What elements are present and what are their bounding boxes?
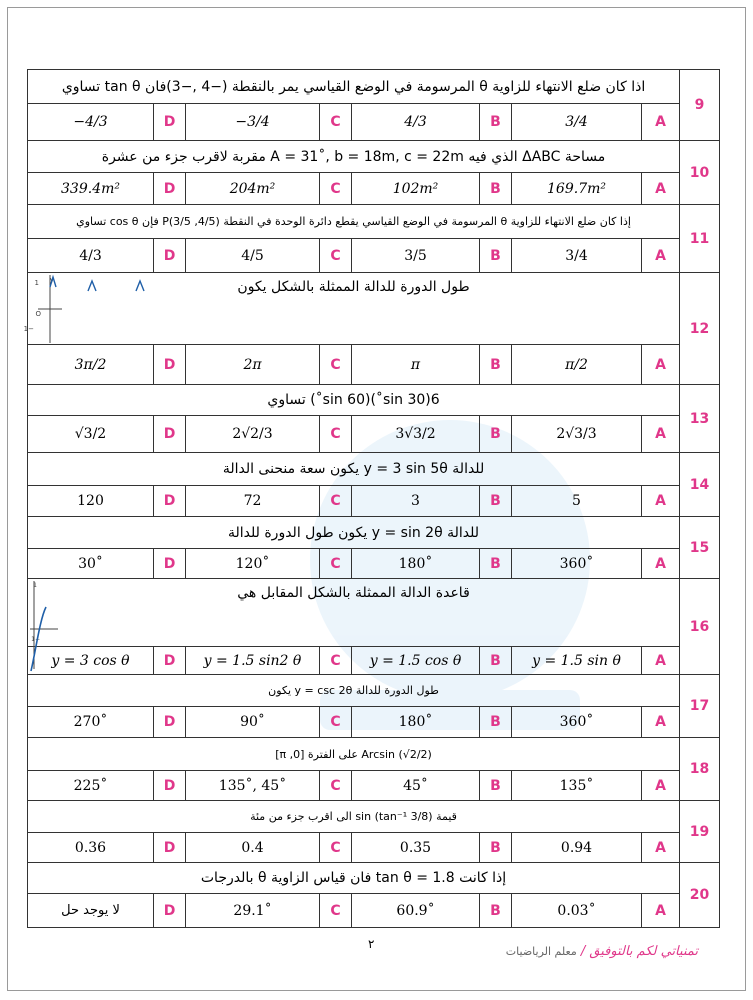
letter-b: B (480, 345, 512, 385)
letter-c: C (320, 833, 352, 863)
option-b[interactable]: 4/3 (352, 104, 480, 141)
option-c[interactable]: 0.4 (186, 833, 320, 863)
letter-b: B (480, 486, 512, 517)
option-d[interactable]: 30˚ (28, 549, 154, 579)
option-b[interactable]: 3 (352, 486, 480, 517)
question-text: للدالة y = 3 sin 5θ يكون سعة منحنى الدالة (28, 453, 680, 486)
letter-a: A (642, 894, 680, 928)
question-text: مساحة ΔABC الذي فيه A = 31˚, b = 18m, c = 22m مقربة لاقرب جزء من عشرة (28, 141, 680, 173)
letter-b: B (480, 707, 512, 738)
option-c[interactable]: 204m² (186, 173, 320, 205)
question-cell (28, 579, 680, 647)
origin-label: O (35, 310, 41, 318)
letter-c: C (320, 894, 352, 928)
letter-b: B (480, 104, 512, 141)
option-a[interactable]: y = 1.5 sin θ (512, 647, 642, 675)
option-a[interactable]: π/2 (512, 345, 642, 385)
letter-d: D (154, 345, 186, 385)
letter-d: D (154, 771, 186, 801)
question-cell (23, 273, 680, 345)
letter-c: C (320, 104, 352, 141)
letter-c: C (320, 239, 352, 273)
letter-c: C (320, 486, 352, 517)
question-text: قيمة sin (tan⁻¹ 3/8) الى اقرب جزء من مئة (28, 801, 680, 833)
option-b[interactable]: 0.35 (352, 833, 480, 863)
question-number: 11 (680, 205, 720, 273)
letter-b: B (480, 549, 512, 579)
option-d[interactable]: 3π/2 (28, 345, 154, 385)
question-text: إذا كانت tan θ = 1.8 فان قياس الزاوية θ بالدرجات (28, 863, 680, 894)
question-number: 20 (680, 863, 720, 928)
option-b[interactable]: π (352, 345, 480, 385)
option-c[interactable]: 2√2/3 (186, 416, 320, 453)
letter-a: A (642, 549, 680, 579)
axis-label-y: y (49, 276, 54, 284)
option-c[interactable]: −3/4 (186, 104, 320, 141)
question-text: قاعدة الدالة الممثلة بالشكل المقابل هي (237, 585, 470, 601)
question-number: 19 (680, 801, 720, 863)
letter-a: A (642, 104, 680, 141)
question-text: للدالة y = sin 2θ يكون طول الدورة للدالة (28, 517, 680, 549)
question-number: 9 (680, 70, 720, 141)
option-c[interactable]: 90˚ (186, 707, 320, 738)
footer-wish: تمنياتي لكم بالتوفيق (589, 944, 698, 959)
tick-label-bottom: −1 (31, 636, 40, 643)
question-number: 10 (680, 141, 720, 205)
letter-a: A (642, 345, 680, 385)
question-number: 13 (680, 385, 720, 453)
option-a[interactable]: 169.7m² (512, 173, 642, 205)
option-a[interactable]: 3/4 (512, 239, 642, 273)
question-text: Arcsin (√2/2) على الفترة [0, π] (28, 738, 680, 771)
option-d[interactable]: √3/2 (28, 416, 154, 453)
letter-c: C (320, 549, 352, 579)
question-text: طول الدورة للدالة y = csc 2θ يكون (28, 675, 680, 707)
option-c[interactable]: 29.1˚ (186, 894, 320, 928)
option-d[interactable]: y = 3 cos θ (28, 647, 154, 675)
option-d[interactable]: 339.4m² (28, 173, 154, 205)
letter-a: A (642, 771, 680, 801)
question-number: 17 (680, 675, 720, 738)
question-number: 14 (680, 453, 720, 517)
question-number: 15 (680, 517, 720, 579)
option-a[interactable]: 0.03˚ (512, 894, 642, 928)
letter-a: A (642, 486, 680, 517)
option-c[interactable]: 4/5 (186, 239, 320, 273)
option-b[interactable]: 45˚ (352, 771, 480, 801)
option-b[interactable]: 3/5 (352, 239, 480, 273)
letter-d: D (154, 549, 186, 579)
letter-b: B (480, 771, 512, 801)
tick-label-bottom: −1 (23, 325, 34, 333)
option-d[interactable]: 4/3 (28, 239, 154, 273)
tick-label-top: 1 (34, 279, 39, 287)
letter-a: A (642, 647, 680, 675)
letter-b: B (480, 173, 512, 205)
questions-table (23, 69, 720, 928)
option-c[interactable]: 120˚ (186, 549, 320, 579)
option-c[interactable]: 2π (186, 345, 320, 385)
footer-teacher: معلم الرياضيات (505, 945, 577, 958)
option-b[interactable]: y = 1.5 cos θ (352, 647, 480, 675)
graph-figure (28, 579, 68, 671)
letter-d: D (154, 416, 186, 453)
question-number: 16 (680, 579, 720, 675)
letter-d: D (154, 173, 186, 205)
option-a[interactable]: 360˚ (512, 549, 642, 579)
letter-a: A (642, 416, 680, 453)
letter-a: A (642, 707, 680, 738)
letter-c: C (320, 173, 352, 205)
letter-b: B (480, 239, 512, 273)
option-a[interactable]: 2√3/3 (512, 416, 642, 453)
letter-a: A (642, 239, 680, 273)
letter-b: B (480, 833, 512, 863)
question-text: 6(sin 30˚)(sin 60˚) تساوي (28, 385, 680, 416)
option-d[interactable]: لا يوجد حل (28, 894, 154, 928)
option-a[interactable]: 5 (512, 486, 642, 517)
letter-a: A (642, 833, 680, 863)
option-c[interactable]: 72 (186, 486, 320, 517)
letter-d: D (154, 647, 186, 675)
question-text: إذا كان ضلع الانتهاء للزاوية θ المرسومة في الوضع القياسي يقطع دائرة الوحدة في النقطة P(3/5 ,4/5) فإن cos θ تساوي (28, 205, 680, 239)
question-number: 12 (680, 273, 720, 385)
letter-d: D (154, 104, 186, 141)
option-b[interactable]: 3√3/2 (352, 416, 480, 453)
option-b[interactable]: 180˚ (352, 707, 480, 738)
option-b[interactable]: 180˚ (352, 549, 480, 579)
option-d[interactable]: 120 (28, 486, 154, 517)
graph-figure (23, 273, 188, 345)
option-d[interactable]: −4/3 (28, 104, 154, 141)
letter-a: A (642, 173, 680, 205)
option-d[interactable]: 270˚ (28, 707, 154, 738)
letter-c: C (320, 707, 352, 738)
page-number: ٢ (368, 937, 375, 951)
question-text: اذا كان ضلع الانتهاء للزاوية θ المرسومة في الوضع القياسي يمر بالنقطة (−4 ,−3)فان tan θ تساوي (28, 70, 680, 104)
letter-c: C (320, 345, 352, 385)
footer-separator: / (580, 944, 586, 959)
letter-c: C (320, 647, 352, 675)
option-a[interactable]: 360˚ (512, 707, 642, 738)
option-a[interactable]: 135˚ (512, 771, 642, 801)
letter-c: C (320, 416, 352, 453)
option-a[interactable]: 3/4 (512, 104, 642, 141)
letter-b: B (480, 416, 512, 453)
option-a[interactable]: 0.94 (512, 833, 642, 863)
letter-d: D (154, 486, 186, 517)
option-b[interactable]: 102m² (352, 173, 480, 205)
question-text: طول الدورة للدالة الممثلة بالشكل يكون (237, 279, 470, 295)
option-d[interactable]: 225˚ (28, 771, 154, 801)
letter-d: D (154, 833, 186, 863)
option-c[interactable]: 135˚, 45˚ (186, 771, 320, 801)
letter-b: B (480, 647, 512, 675)
letter-d: D (154, 707, 186, 738)
footer (506, 944, 698, 959)
option-b[interactable]: 60.9˚ (352, 894, 480, 928)
letter-d: D (154, 239, 186, 273)
letter-d: D (154, 894, 186, 928)
letter-c: C (320, 771, 352, 801)
option-d[interactable]: 0.36 (28, 833, 154, 863)
tick-label-top: 1 (33, 582, 37, 589)
question-number: 18 (680, 738, 720, 801)
option-c[interactable]: y = 1.5 sin2 θ (186, 647, 320, 675)
letter-b: B (480, 894, 512, 928)
